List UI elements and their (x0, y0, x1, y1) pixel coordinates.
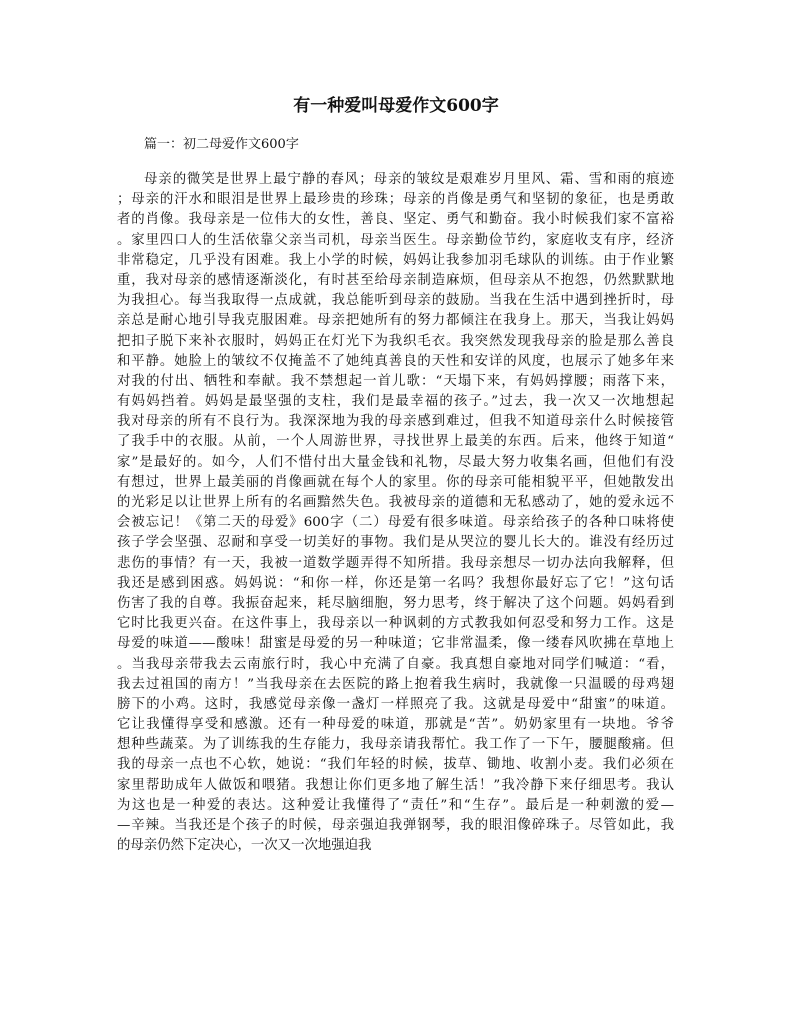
essay-line: 悲伤的事情？有一天，我被一道数学题弄得不知所措。我母亲想尽一切办法向我解释，但 (117, 555, 674, 571)
essay-line: 有妈妈挡着。妈妈是最坚强的支柱，我们是最幸福的孩子。”过去，我一次又一次地想起 (117, 394, 674, 410)
essay-line: 我还是感到困惑。妈妈说：“和你一样，你还是第一名吗？我想你最好忘了它！”这句话 (117, 575, 674, 591)
essay-line: 有想过，世界上最美丽的肖像画就在每个人的家里。你的母亲可能相貌平平，但她散发出 (117, 474, 674, 490)
essay-line: 。家里四口人的生活依靠父亲当司机，母亲当医生。母亲勤俭节约，家庭收支有序，经济 (117, 232, 674, 248)
essay-line: 。当我母亲带我去云南旅行时，我心中充满了自豪。我真想自豪地对同学们喊道：“看， (117, 656, 674, 672)
essay-line: —辛辣。当我还是个孩子的时候，母亲强迫我弹钢琴，我的眼泪像碎珠子。尽管如此，我 (117, 818, 674, 833)
essay-line: 为我担心。每当我取得一点成就，我总能听到母亲的鼓励。当我在生活中遇到挫折时，母 (117, 293, 674, 309)
document-subtitle: 篇一：初二母爱作文600字 (144, 137, 299, 152)
essay-line: 和平静。她脸上的皱纹不仅掩盖不了她纯真善良的天性和安详的风度，也展示了她多年来 (117, 353, 674, 369)
essay-line: 家里帮助成年人做饭和喂猪。我想让你们更多地了解生活！”我冷静下来仔细思考。我认 (117, 777, 674, 793)
essay-line: 者的肖像。我母亲是一位伟大的女性，善良、坚定、勇气和勤奋。我小时候我们家不富裕 (117, 212, 674, 228)
essay-line: 了我手中的衣服。从前，一个人周游世界，寻找世界上最美的东西。后来，他终于知道“ (117, 434, 674, 450)
essay-body (117, 170, 674, 856)
essay-line: 重，我对母亲的感情逐渐淡化，有时甚至给母亲制造麻烦，但母亲从不抱怨，仍然默默地 (117, 272, 674, 288)
essay-line: 对我的付出、牺牲和奉献。我不禁想起一首儿歌：“天塌下来，有妈妈撑腰；雨落下来， (117, 373, 674, 389)
essay-line: 想种些蔬菜。为了训练我的生存能力，我母亲请我帮忙。我工作了一下午，腰腿酸痛。但 (117, 737, 674, 753)
essay-line: 会被忘记！《第二天的母爱》600字（二）母爱有很多味道。母亲给孩子的各种口味将使 (117, 515, 674, 531)
essay-line: 膀下的小鸡。这时，我感觉母亲像一盏灯一样照亮了我。这就是母爱中“甜蜜”的味道。 (117, 696, 674, 712)
essay-line: 家”是最好的。如今，人们不惜付出大量金钱和礼物，尽最大努力收集名画，但他们有没 (117, 454, 674, 470)
essay-line: 亲总是耐心地引导我克服困难。母亲把她所有的努力都倾注在我身上。那天，当我让妈妈 (117, 313, 674, 329)
essay-line: ；母亲的汗水和眼泪是世界上最珍贵的珍珠；母亲的肖像是勇气和坚韧的象征，也是勇敢 (117, 192, 674, 208)
essay-line: 为这也是一种爱的表达。这种爱让我懂得了“责任”和“生存”。最后是一种刺激的爱— (117, 797, 674, 813)
essay-line: 它时比我更兴奋。在这件事上，我母亲以一种讽刺的方式教我如何忍受和努力工作。这是 (117, 616, 674, 632)
essay-line: 它让我懂得享受和感激。还有一种母爱的味道，那就是“苦”。奶奶家里有一块地。爷爷 (117, 717, 674, 733)
document-title: 有一种爱叫母爱作文600字 (293, 96, 499, 116)
essay-line: 孩子学会坚强、忍耐和享受一切美好的事物。我们是从哭泣的婴儿长大的。谁没有经历过 (117, 535, 674, 551)
essay-line: 我的母亲一点也不心软，她说：“我们年轻的时候，拔草、锄地、收割小麦。我们必须在 (117, 757, 674, 773)
essay-line: 我去过祖国的南方！”当我母亲在去医院的路上抱着我生病时，我就像一只温暖的母鸡翅 (117, 676, 674, 692)
essay-line: 母亲的微笑是世界上最宁静的春风；母亲的皱纹是艰难岁月里风、霜、雪和雨的痕迹 (144, 172, 674, 187)
essay-line: 我对母亲的所有不良行为。我深深地为我的母亲感到难过，但我不知道母亲什么时候接管 (117, 414, 674, 430)
essay-line: 非常稳定，几乎没有困难。我上小学的时候，妈妈让我参加羽毛球队的训练。由于作业繁 (117, 252, 674, 268)
essay-line: 伤害了我的自尊。我振奋起来，耗尽脑细胞，努力思考，终于解决了这个问题。妈妈看到 (117, 595, 674, 611)
essay-line: 的光彩足以让世界上所有的名画黯然失色。我被母亲的道德和无私感动了，她的爱永远不 (117, 495, 674, 510)
essay-line: 母爱的味道——酸味！甜蜜是母爱的另一种味道；它非常温柔，像一缕春风吹拂在草地上 (117, 636, 674, 652)
essay-line: 的母亲仍然下定决心，一次又一次地强迫我 (117, 838, 372, 854)
essay-line: 把扣子脱下来补衣服时，妈妈正在灯光下为我织毛衣。我突然发现我母亲的脸是那么善良 (117, 333, 674, 349)
